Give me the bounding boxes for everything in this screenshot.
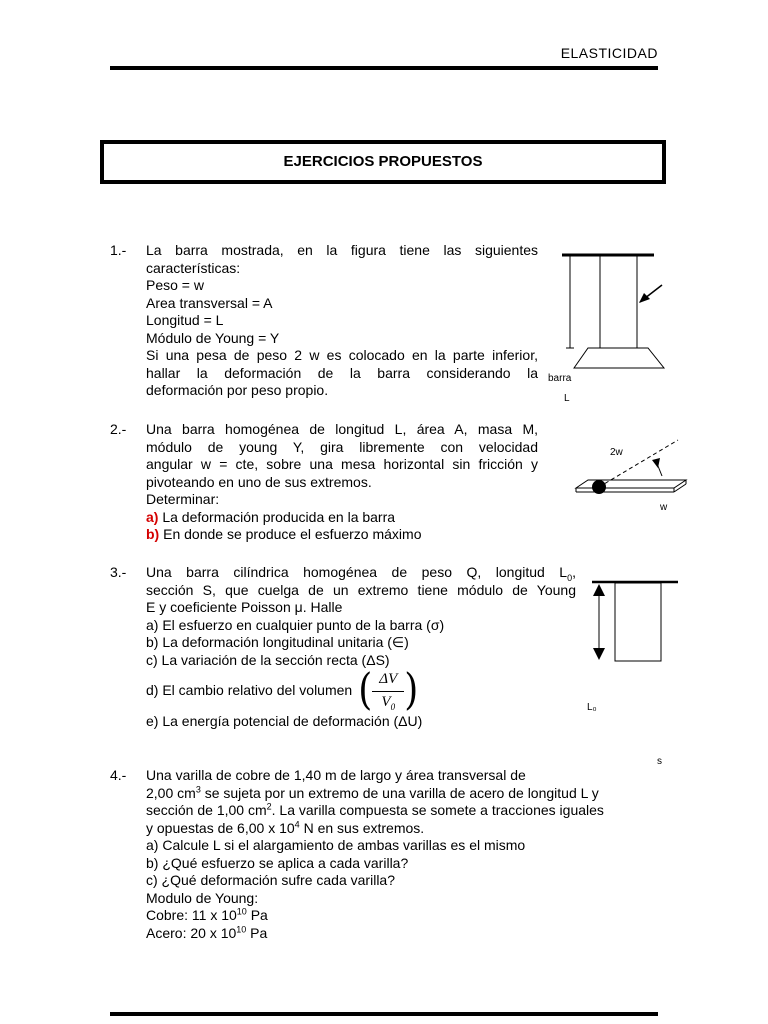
text-line: Peso = w (146, 277, 204, 293)
text-line: módulo de young Y, gira libremente con velocidad (146, 438, 538, 455)
text-line (146, 907, 660, 925)
exercise-2-text (146, 421, 538, 544)
text-line: Una varilla de cobre de 1,40 m de largo y área transversal de (146, 767, 526, 783)
subscript: 0 (390, 701, 396, 712)
item-tag: b) (146, 526, 160, 542)
item-d (146, 665, 576, 715)
text-line (146, 925, 660, 943)
figure-label-L0: L₀ (587, 702, 597, 713)
item-a (146, 509, 538, 527)
text-line: deformación por peso propio. (146, 382, 329, 398)
item-text: La deformación producida en la barra (162, 508, 396, 525)
footer-rule (110, 1012, 658, 1016)
figure-label-w: w (660, 502, 668, 513)
exercise-4-number: 4.- (110, 767, 127, 783)
fraction-bar (372, 691, 404, 692)
denominator-symbol: V (381, 693, 391, 710)
text-line (146, 564, 576, 582)
text-span: se sujeta por un extremo de una varilla de acero de longitud L y (200, 784, 599, 801)
text-span: Pa (246, 924, 268, 941)
text-line (146, 802, 660, 820)
item-b (146, 526, 538, 544)
figure-label-L: L (564, 393, 570, 404)
text-span: sección de 1,00 cm (146, 802, 267, 818)
open-paren: ( (358, 665, 373, 715)
text-line: La barra mostrada, en la figura tiene las siguientes (146, 242, 538, 258)
exercise-1-number: 1.- (110, 242, 127, 258)
item-c: c) La variación de la sección recta (ΔS) (146, 651, 390, 668)
rotating-bar-figure (570, 436, 690, 516)
superscript: 10 (236, 906, 247, 917)
item-text: d) El cambio relativo del volumen (146, 682, 353, 699)
close-paren: ) (404, 665, 419, 715)
item-b: b) La deformación longitudinal unitaria (∈) (146, 634, 409, 650)
text-line: E y coeficiente Poisson μ. Halle (146, 599, 343, 615)
text-line: Si una pesa de peso 2 w es colocado en la parte inferior, (146, 347, 538, 363)
text-line: hallar la deformación de la barra considerando la (146, 364, 538, 381)
text-span: . La varilla compuesta se somete a tracciones iguales (271, 802, 604, 818)
figure-label-2w: 2w (610, 447, 623, 458)
text-span: Acero: 20 x 10 (146, 924, 237, 941)
text-line: Modulo de Young: (146, 889, 259, 906)
item-c: c) ¿Qué deformación sufre cada varilla? (146, 872, 395, 888)
text-span: , (572, 564, 576, 580)
item-text: En donde se produce el esfuerzo máximo (163, 526, 422, 542)
text-span: 2,00 cm (146, 784, 196, 801)
text-span: N en sus extremos. (299, 819, 425, 836)
header-rule (110, 66, 658, 70)
figure-label-barra: barra (548, 373, 572, 384)
text-line: Una barra homogénea de longitud L, área A, masa M, (146, 421, 538, 437)
hanging-bar-figure (540, 248, 670, 408)
text-line: Determinar: (146, 491, 220, 507)
section-title: EJERCICIOS PROPUESTOS (283, 153, 483, 170)
text-line: sección S, que cuelga de un extremo tiene módulo de Young (146, 581, 576, 598)
text-span: Una barra cilíndrica homogénea de peso Q, longitud L (146, 564, 568, 580)
text-line (146, 820, 660, 838)
superscript: 4 (294, 818, 300, 829)
item-e: e) La energía potencial de deformación (ΔU) (146, 713, 423, 729)
volume-fraction (358, 665, 419, 715)
superscript: 2 (266, 801, 272, 812)
hanging-cylinder-figure (584, 576, 680, 668)
item-a: a) Calcule L si el alargamiento de ambas varillas es el mismo (146, 837, 526, 853)
subscript: 0 (567, 572, 573, 583)
exercise-1-text (146, 242, 538, 400)
exercise-2-number: 2.- (110, 421, 127, 437)
item-b: b) ¿Qué esfuerzo se aplica a cada varilla? (146, 854, 409, 871)
figure-label-s: s (657, 756, 662, 767)
text-span: y opuestas de 6,00 x 10 (146, 819, 295, 836)
text-line (146, 785, 660, 803)
exercise-3-text (146, 564, 576, 731)
exercise-4-text (146, 767, 660, 942)
item-a: a) El esfuerzo en cualquier punto de la barra (σ) (146, 616, 445, 633)
text-span: Cobre: 11 x 10 (146, 907, 237, 923)
item-tag: a) (146, 508, 159, 525)
text-line: angular w = cte, sobre una mesa horizontal sin fricción y (146, 456, 538, 472)
section-title-box (100, 140, 666, 184)
fraction-numerator: ΔV (379, 671, 398, 687)
text-line: Longitud = L (146, 312, 224, 328)
page-header-title: ELASTICIDAD (560, 45, 658, 61)
text-span: Pa (246, 907, 268, 923)
fraction-denominator (381, 694, 395, 712)
superscript: 3 (195, 783, 201, 794)
text-line: Módulo de Young = Y (146, 329, 280, 346)
text-line: características: (146, 259, 241, 276)
text-line: Area transversal = A (146, 294, 273, 311)
text-line: pivoteando en uno de sus extremos. (146, 473, 372, 490)
superscript: 10 (236, 923, 247, 934)
exercise-3-number: 3.- (110, 564, 127, 580)
fraction (372, 671, 404, 711)
